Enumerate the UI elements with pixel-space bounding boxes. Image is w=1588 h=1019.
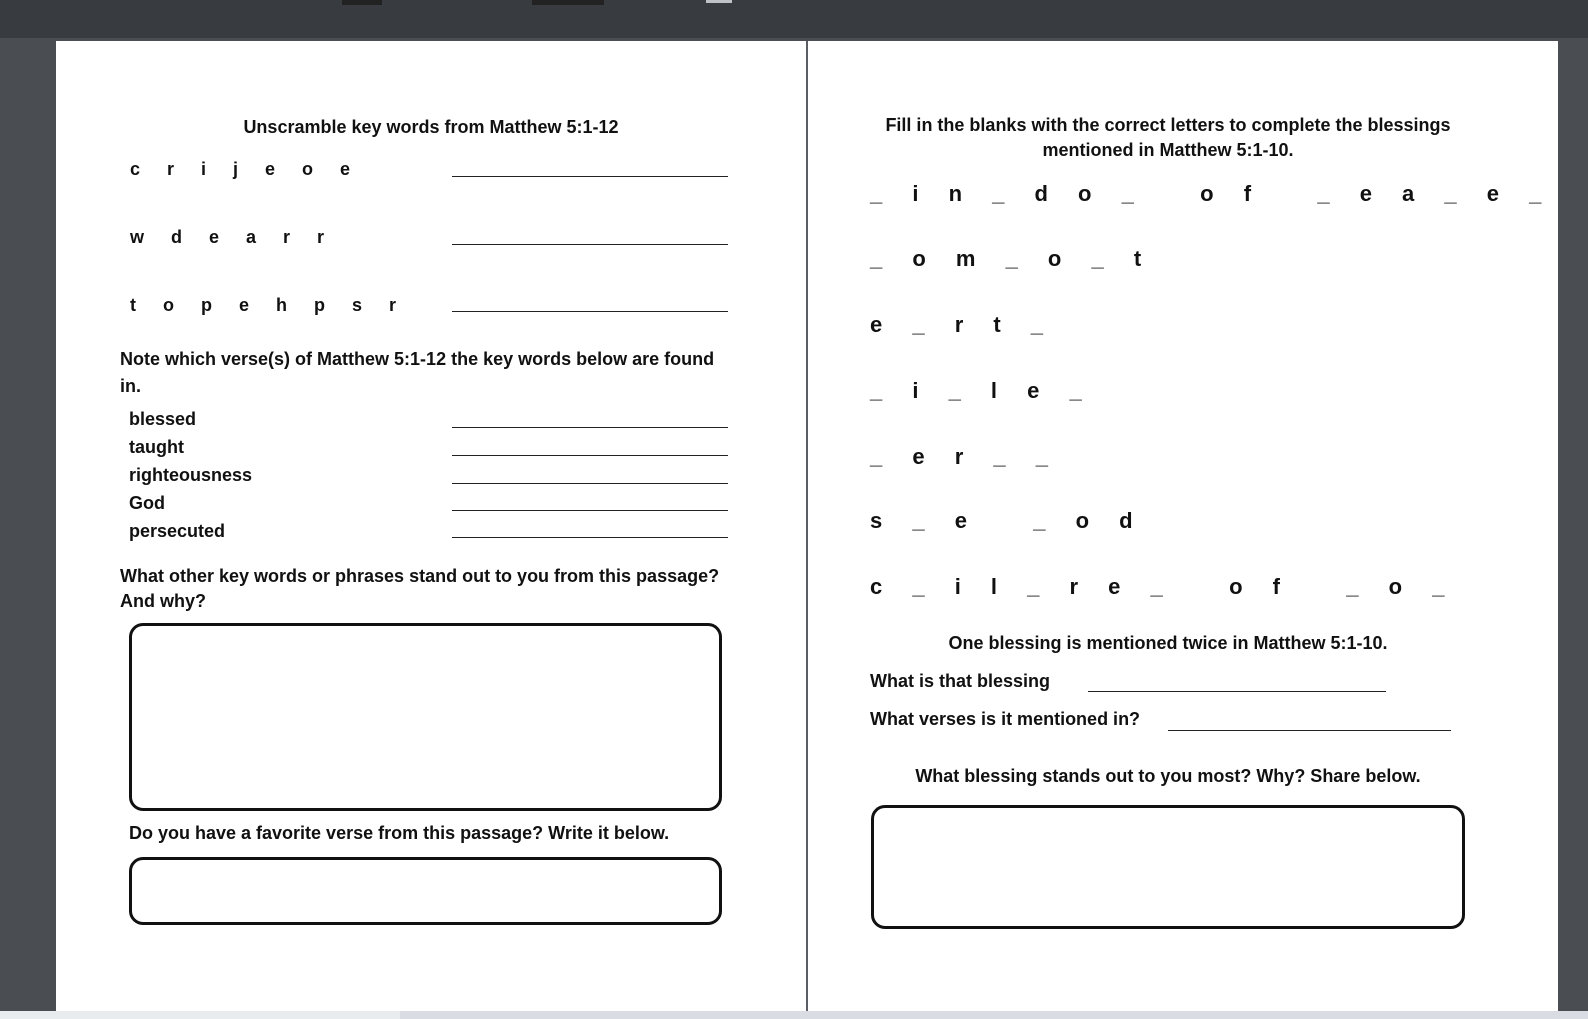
answer-line[interactable] xyxy=(452,176,728,177)
toolbar-button[interactable] xyxy=(532,0,604,5)
key-word: blessed xyxy=(129,409,197,429)
verses-answer-line[interactable] xyxy=(1168,730,1451,731)
scrambled-word: t o p e h p s r xyxy=(130,295,408,315)
stands-out-prompt: What blessing stands out to you most? Why? Share below. xyxy=(915,766,1421,786)
strip-segment xyxy=(0,1011,400,1019)
stands-out-answer-box[interactable] xyxy=(871,805,1465,929)
blank-phrase[interactable]: _ e r _ _ xyxy=(870,444,1060,469)
other-words-question: What other key words or phrases stand out to you from this passage? And why? xyxy=(120,566,720,611)
answer-line[interactable] xyxy=(452,311,728,312)
worksheet-page-right xyxy=(808,41,1558,1011)
other-words-answer-box[interactable] xyxy=(129,623,722,811)
verse-answer-line[interactable] xyxy=(452,455,728,456)
blank-phrase[interactable]: _ i _ l e _ xyxy=(870,378,1094,403)
blank-phrase[interactable]: c _ i l _ r e _ o f _ o _ xyxy=(870,574,1457,599)
verse-answer-line[interactable] xyxy=(452,483,728,484)
fill-blanks-title: Fill in the blanks with the correct letters to complete the blessings mentioned in Matthew 5:1-10. xyxy=(885,115,1451,160)
what-verses-label: What verses is it mentioned in? xyxy=(870,709,1141,729)
favorite-verse-answer-box[interactable] xyxy=(129,857,722,925)
answer-line[interactable] xyxy=(452,244,728,245)
note-instruction: Note which verse(s) of Matthew 5:1-12 the key words below are found in. xyxy=(120,349,715,396)
viewer-bottom-strip xyxy=(0,1011,1588,1019)
what-blessing-label: What is that blessing xyxy=(870,671,1051,691)
key-word: persecuted xyxy=(129,521,226,541)
key-word: taught xyxy=(129,437,184,457)
toolbar-button[interactable] xyxy=(342,0,382,5)
worksheet-page-left xyxy=(56,41,806,1011)
key-word: righteousness xyxy=(129,465,253,485)
blank-phrase[interactable]: _ i n _ d o _ o f _ e a _ e _ xyxy=(870,181,1554,206)
verse-answer-line[interactable] xyxy=(452,427,728,428)
favorite-verse-prompt: Do you have a favorite verse from this passage? Write it below. xyxy=(129,823,670,843)
key-word: God xyxy=(129,493,165,513)
twice-mentioned-title: One blessing is mentioned twice in Matthew 5:1-10. xyxy=(948,633,1388,653)
blank-phrase[interactable]: e _ r t _ xyxy=(870,312,1056,337)
blessing-answer-line[interactable] xyxy=(1088,691,1386,692)
viewer-toolbar xyxy=(0,0,1588,38)
scrambled-word: w d e a r r xyxy=(130,227,336,247)
verse-answer-line[interactable] xyxy=(452,537,728,538)
unscramble-title: Unscramble key words from Matthew 5:1-12 xyxy=(243,117,619,137)
scrambled-word: c r i j e o e xyxy=(130,159,362,179)
verse-answer-line[interactable] xyxy=(452,510,728,511)
blank-phrase[interactable]: _ o m _ o _ t xyxy=(870,246,1154,271)
blank-phrase[interactable]: s _ e _ o d xyxy=(870,508,1145,533)
toolbar-button[interactable] xyxy=(706,0,732,3)
